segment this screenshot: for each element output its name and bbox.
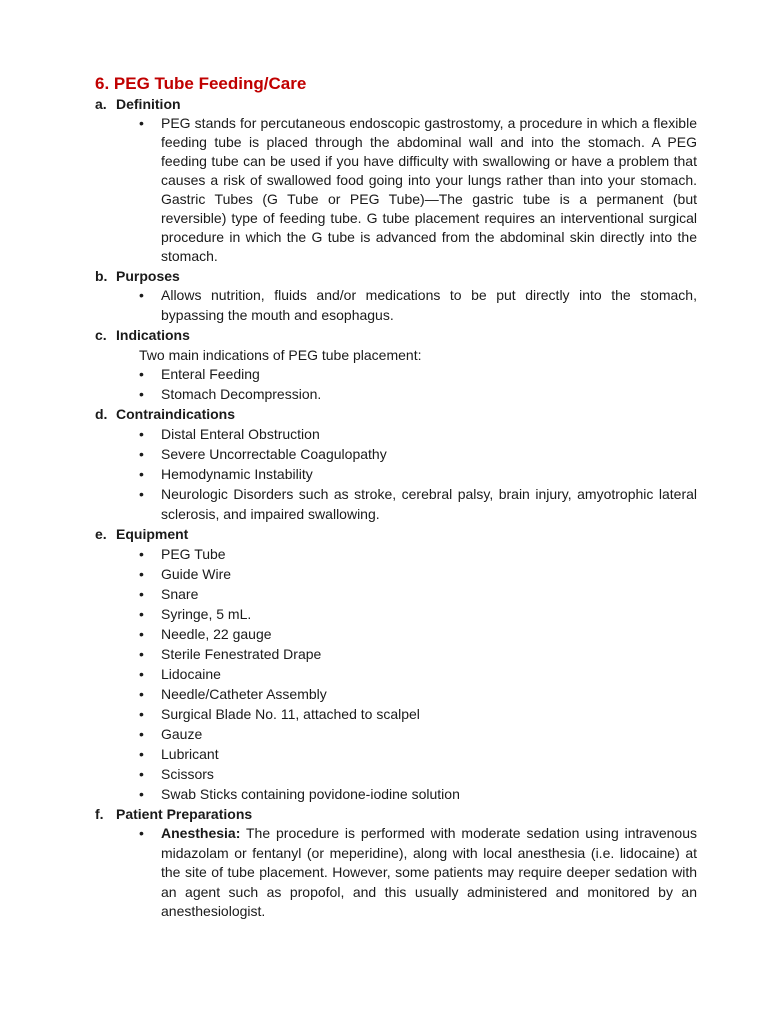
bullet-icon: • [139, 606, 144, 622]
bullet-icon: • [139, 115, 144, 131]
list-item [95, 744, 697, 764]
section-indications [95, 325, 697, 404]
section-list [95, 94, 697, 922]
list-item [95, 584, 697, 604]
list-item-text: Guide Wire [161, 566, 232, 582]
list-item [95, 604, 697, 624]
bullet-icon: • [139, 466, 144, 482]
bullet-list [95, 114, 697, 266]
bullet-icon: • [139, 766, 144, 782]
list-item-text: Needle/Catheter Assembly [161, 686, 327, 702]
list-item-text: Snare [161, 586, 199, 602]
list-item [95, 644, 697, 664]
list-item [95, 114, 697, 266]
bullet-list [95, 365, 697, 404]
section-purposes [95, 266, 697, 325]
bullet-list [95, 286, 697, 325]
section-title: Contraindications [116, 406, 236, 422]
list-item-text: Severe Uncorrectable Coagulopathy [161, 446, 387, 462]
bullet-icon: • [139, 287, 144, 303]
list-item-text: Needle, 22 gauge [161, 626, 272, 642]
bullet-icon: • [139, 626, 144, 642]
section-letter: b. [95, 268, 108, 284]
list-item [95, 564, 697, 584]
list-item-text: Enteral Feeding [161, 366, 260, 382]
list-item-text: Syringe, 5 mL. [161, 606, 252, 622]
list-item-text: Lubricant [161, 746, 219, 762]
list-item-text: Stomach Decompression. [161, 385, 322, 402]
bullet-list [95, 824, 697, 922]
bullet-icon: • [139, 426, 144, 442]
list-item [95, 664, 697, 684]
section-patient-preparations [95, 804, 697, 922]
list-item [95, 784, 697, 804]
bullet-icon: • [139, 686, 144, 702]
section-letter: f. [95, 806, 104, 822]
bullet-icon: • [139, 446, 144, 462]
section-letter: c. [95, 327, 107, 343]
list-item [95, 544, 697, 564]
bullet-icon: • [139, 366, 144, 382]
list-item [95, 704, 697, 724]
list-item [95, 824, 697, 922]
list-item [95, 444, 697, 464]
bullet-list [95, 424, 697, 524]
section-contraindications [95, 404, 697, 524]
section-title: Patient Preparations [116, 806, 253, 822]
list-item [95, 764, 697, 784]
bullet-icon: • [139, 486, 144, 502]
bullet-icon: • [139, 566, 144, 582]
list-item [95, 484, 697, 524]
section-letter: d. [95, 406, 108, 422]
page-title: 6. PEG Tube Feeding/Care [95, 74, 307, 93]
list-item-text: The procedure is performed with moderate sedation using intravenous midazolam or fentanyl (or meperidine), along with local anesthesia (i.e. lidocaine) at the site of tube placement. However, some patients may require deeper sedation with an agent such as propofol, and this usually administered and monitored by an anesthesiologist. [161, 825, 697, 919]
section-heading [95, 325, 697, 345]
section-letter: a. [95, 96, 107, 112]
bullet-icon: • [139, 825, 144, 841]
list-item-text: Sterile Fenestrated Drape [161, 646, 322, 662]
list-item [95, 365, 697, 385]
bullet-icon: • [139, 706, 144, 722]
section-heading [95, 266, 697, 286]
section-intro: Two main indications of PEG tube placement: [139, 347, 422, 363]
list-item-text: Gauze [161, 726, 203, 742]
list-item-text: Neurologic Disorders such as stroke, cerebral palsy, brain injury, amyotrophic lateral sclerosis, and impaired swallowing. [161, 486, 697, 522]
section-title: Definition [116, 96, 181, 112]
list-item-text: Distal Enteral Obstruction [161, 426, 320, 442]
bullet-icon: • [139, 726, 144, 742]
section-equipment [95, 524, 697, 804]
list-item-lead: Anesthesia: [161, 825, 241, 841]
list-item-text: PEG Tube [161, 546, 226, 562]
list-item-text: Scissors [161, 766, 214, 782]
list-item [95, 424, 697, 444]
list-item-text: PEG stands for percutaneous endoscopic gastrostomy, a procedure in which a flexible feeding tube is placed through the abdominal wall and into the stomach. A PEG feeding tube can be used if you have difficulty with swallowing or have a problem that causes a risk of swallowed food going into your lungs rather than into your stomach. Gastric Tubes (G Tube or PEG Tube)—The gastric tube is a permanent (but reversible) type of feeding tube. G tube placement requires an interventional surgical procedure in which the G tube is advanced from the abdominal skin directly into the stomach. [161, 115, 697, 264]
list-item [95, 385, 697, 405]
bullet-icon: • [139, 786, 144, 802]
list-item [95, 624, 697, 644]
section-title: Indications [116, 327, 190, 343]
list-item-text: Allows nutrition, fluids and/or medications to be put directly into the stomach, bypassing the mouth and esophagus. [161, 287, 697, 323]
list-item [95, 724, 697, 744]
list-item-text: Hemodynamic Instability [161, 466, 313, 482]
bullet-icon: • [139, 385, 144, 402]
list-item-text: Surgical Blade No. 11, attached to scalpel [161, 706, 420, 722]
section-heading [95, 94, 697, 114]
list-item [95, 286, 697, 325]
list-item [95, 464, 697, 484]
bullet-icon: • [139, 546, 144, 562]
bullet-icon: • [139, 746, 144, 762]
bullet-icon: • [139, 666, 144, 682]
bullet-icon: • [139, 646, 144, 662]
section-heading [95, 524, 697, 544]
list-item-text: Lidocaine [161, 666, 221, 682]
section-letter: e. [95, 526, 107, 542]
section-title: Purposes [116, 268, 180, 284]
bullet-icon: • [139, 586, 144, 602]
list-item-text: Swab Sticks containing povidone-iodine solution [161, 786, 460, 802]
list-item [95, 684, 697, 704]
section-definition [95, 94, 697, 266]
section-heading [95, 804, 697, 824]
section-heading [95, 404, 697, 424]
section-title: Equipment [116, 526, 189, 542]
bullet-list [95, 544, 697, 804]
